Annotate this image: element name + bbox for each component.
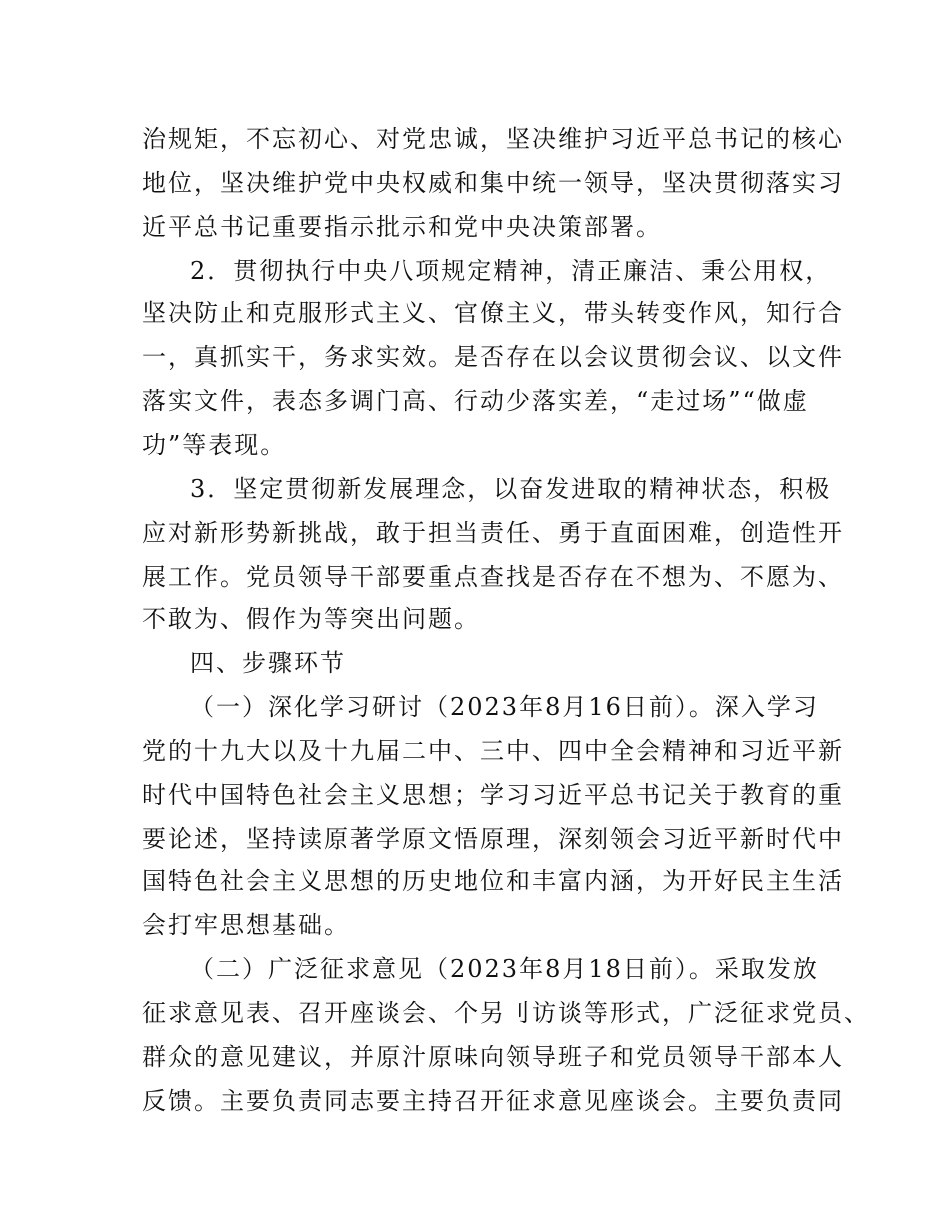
text-line: 征求意见表、召开座谈会、个另刂访谈等形式，广泛征求党员、	[142, 999, 870, 1027]
text-line: 会打牢思想基础。	[142, 911, 350, 939]
text-line: 落实文件，表态多调门高、行动少落实差，“走过场”“做虚	[142, 387, 809, 415]
text-line: 坚决防止和克服形式主义、官僚主义，带头转变作风，知行合	[142, 299, 844, 327]
text-line: 地位，坚决维护党中央权威和集中统一领导，坚决贯彻落实习	[142, 169, 844, 197]
text-line: 要论述，坚持读原著学原文悟原理，深刻领会习近平新时代中	[142, 825, 844, 853]
text-line: 治规矩，不忘初心、对党忠诚，坚决维护习近平总书记的核心	[142, 125, 844, 153]
text-line: 时代中国特色社会主义思想；学习习近平总书记关于教育的重	[142, 781, 844, 809]
paragraph-start-line: （一）深化学习研讨（2023年8月16日前）。深入学习	[190, 693, 819, 721]
paragraph-start-line: （二）广泛征求意见（2023年8月18日前）。采取发放	[190, 955, 819, 983]
text-line: 反馈。主要负责同志要主持召开征求意见座谈会。主要负责同	[142, 1087, 844, 1115]
text-line: 近平总书记重要指示批示和党中央决策部署。	[142, 213, 662, 241]
text-line: 党的十九大以及十九届二中、三中、四中全会精神和习近平新	[142, 737, 844, 765]
text-line: 群众的意见建议，并原汁原味向领导班子和党员领导干部本人	[142, 1043, 844, 1071]
text-line: 不敢为、假作为等突出问题。	[142, 605, 480, 633]
section-heading: 四、步骤环节	[190, 649, 346, 677]
paragraph-start-line: 3．坚定贯彻新发展理念，以奋发进取的精神状态，积极	[190, 475, 832, 503]
text-line: 应对新形势新挑战，敢于担当责任、勇于直面困难，创造性开	[142, 519, 844, 547]
paragraph-start-line: 2．贯彻执行中央八项规定精神，清正廉洁、秉公用权，	[190, 257, 832, 285]
text-line: 展工作。党员领导干部要重点查找是否存在不想为、不愿为、	[142, 563, 844, 591]
text-line: 国特色社会主义思想的历史地位和丰富内涵，为开好民主生活	[142, 867, 844, 895]
text-line: 功”等表现。	[142, 431, 287, 459]
text-line: 一，真抓实干，务求实效。是否存在以会议贯彻会议、以文件	[142, 343, 844, 371]
